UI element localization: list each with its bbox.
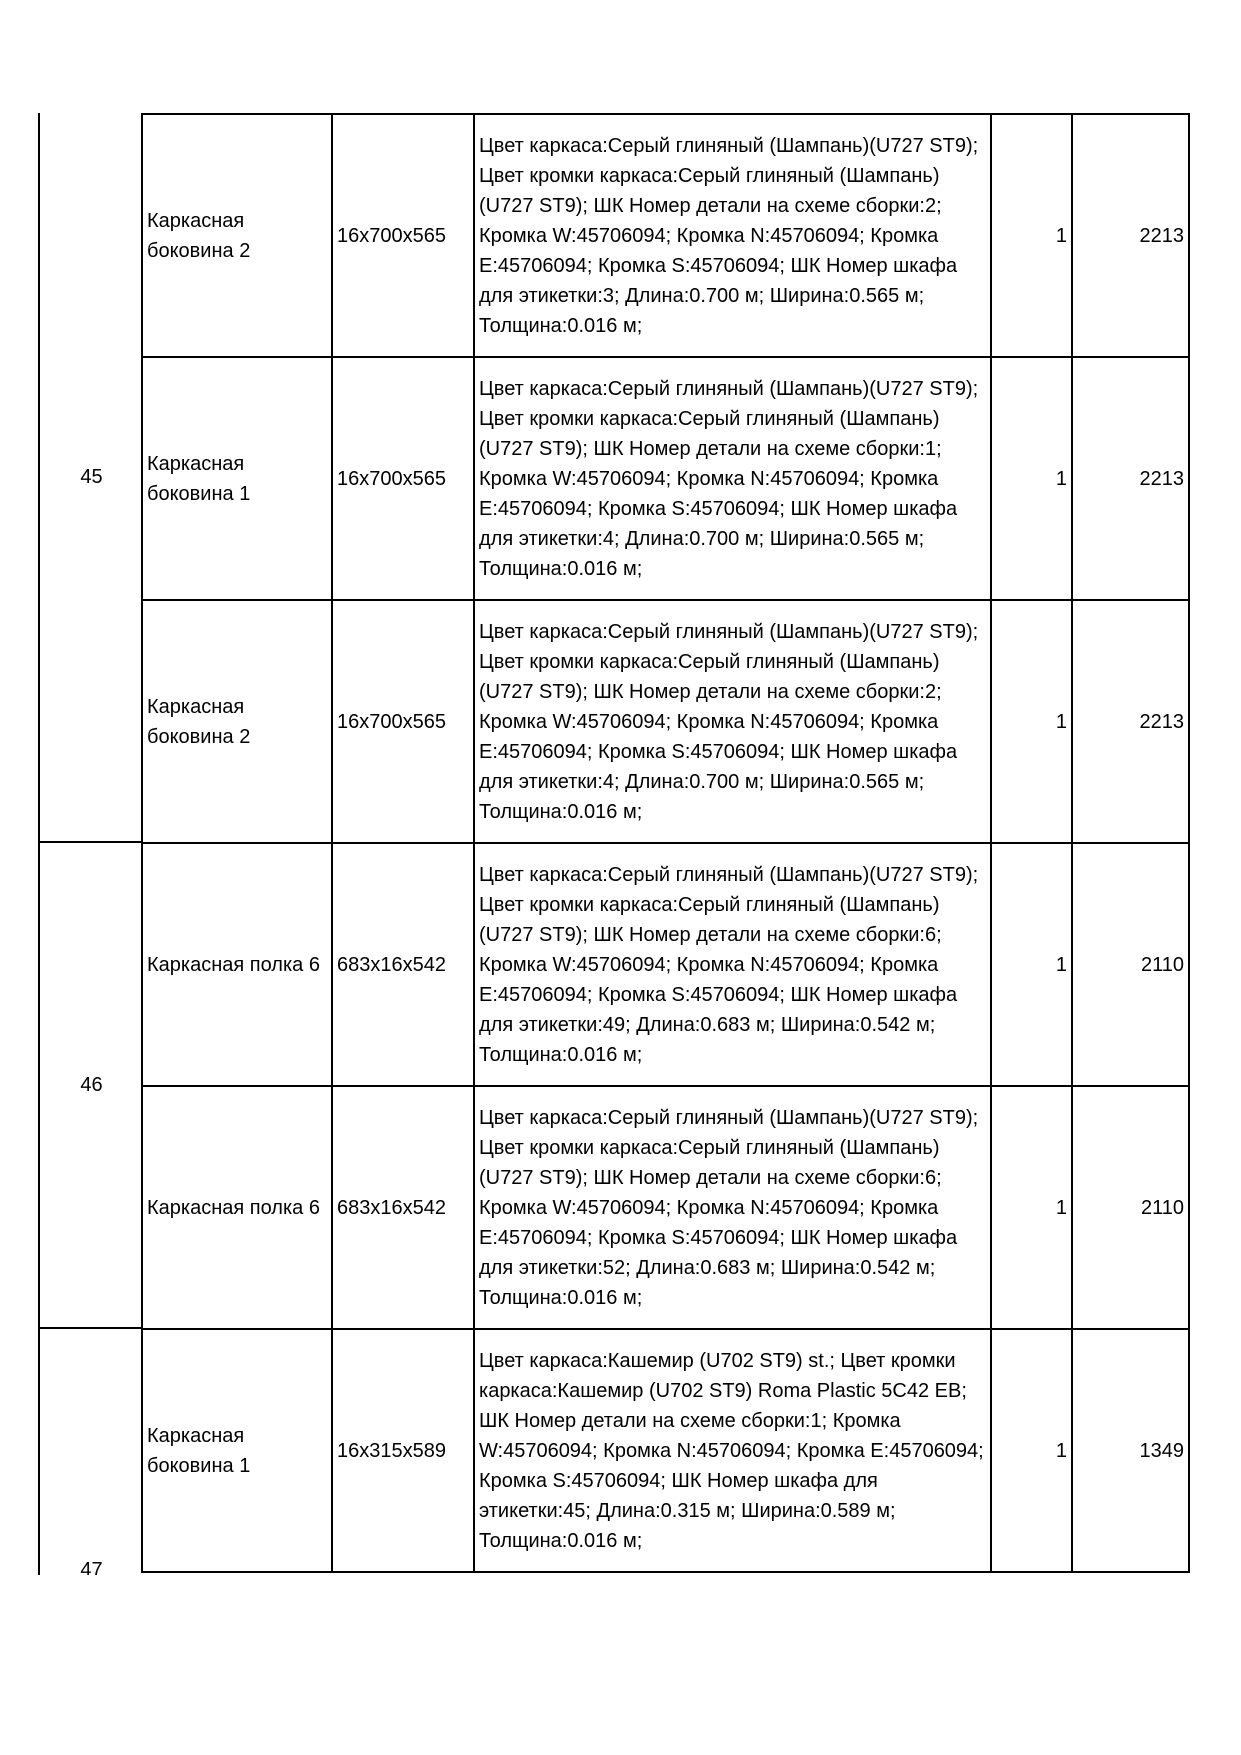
table-row [142,114,1189,357]
part-description-cell: Цвет каркаса:Серый глиняный (Шампань)(U727 ST9); Цвет кромки каркаса:Серый глиняный (Шампань)(U727 ST9); ШК Номер детали на схеме сборки:2; Кромка W:45706094; Кромка N:45706094; Кромка E:45706094; Кромка S:45706094; ШК Номер шкафа для этикетки:3; Длина:0.700 м; Ширина:0.565 м; Толщина:0.016 м; [474,114,991,357]
part-size-cell: 16x315x589 [332,1329,474,1572]
part-size-cell: 16x700x565 [332,357,474,600]
parts-table [141,113,1190,1573]
part-name-cell: Каркасная боковина 1 [142,1329,332,1572]
part-quantity-cell: 1 [991,357,1072,600]
part-price-cell: 2110 [1072,843,1189,1086]
part-description-cell: Цвет каркаса:Серый глиняный (Шампань)(U727 ST9); Цвет кромки каркаса:Серый глиняный (Шампань)(U727 ST9); ШК Номер детали на схеме сборки:6; Кромка W:45706094; Кромка N:45706094; Кромка E:45706094; Кромка S:45706094; ШК Номер шкафа для этикетки:49; Длина:0.683 м; Ширина:0.542 м; Толщина:0.016 м; [474,843,991,1086]
part-name-cell: Каркасная полка 6 [142,843,332,1086]
group-number-cell [40,113,143,841]
part-price-cell: 2213 [1072,357,1189,600]
part-quantity-cell: 1 [991,1329,1072,1572]
part-price-cell: 2110 [1072,1086,1189,1329]
part-name-cell: Каркасная боковина 2 [142,114,332,357]
table-row [142,600,1189,843]
table-row [142,1086,1189,1329]
table-row [142,1329,1189,1572]
part-quantity-cell: 1 [991,843,1072,1086]
group-number: 47 [80,1559,103,1575]
part-description-cell: Цвет каркаса:Серый глиняный (Шампань)(U727 ST9); Цвет кромки каркаса:Серый глиняный (Шампань)(U727 ST9); ШК Номер детали на схеме сборки:1; Кромка W:45706094; Кромка N:45706094; Кромка E:45706094; Кромка S:45706094; ШК Номер шкафа для этикетки:4; Длина:0.700 м; Ширина:0.565 м; Толщина:0.016 м; [474,357,991,600]
part-name-cell: Каркасная полка 6 [142,1086,332,1329]
part-size-cell: 683x16x542 [332,1086,474,1329]
part-quantity-cell: 1 [991,1086,1072,1329]
part-size-cell: 16x700x565 [332,114,474,357]
group-number: 45 [80,465,103,488]
group-number-cell [40,841,143,1327]
part-quantity-cell: 1 [991,114,1072,357]
part-size-cell: 683x16x542 [332,843,474,1086]
part-description-cell: Цвет каркаса:Кашемир (U702 ST9) st.; Цвет кромки каркаса:Кашемир (U702 ST9) Roma Plastic 5C42 EB; ШК Номер детали на схеме сборки:1; Кромка W:45706094; Кромка N:45706094; Кромка E:45706094; Кромка S:45706094; ШК Номер шкафа для этикетки:45; Длина:0.315 м; Ширина:0.589 м; Толщина:0.016 м; [474,1329,991,1572]
table-row [142,843,1189,1086]
group-number-cell [40,1327,143,1575]
part-price-cell: 1349 [1072,1329,1189,1572]
part-size-cell: 16x700x565 [332,600,474,843]
part-description-cell: Цвет каркаса:Серый глиняный (Шампань)(U727 ST9); Цвет кромки каркаса:Серый глиняный (Шампань)(U727 ST9); ШК Номер детали на схеме сборки:2; Кромка W:45706094; Кромка N:45706094; Кромка E:45706094; Кромка S:45706094; ШК Номер шкафа для этикетки:4; Длина:0.700 м; Ширина:0.565 м; Толщина:0.016 м; [474,600,991,843]
part-name-cell: Каркасная боковина 1 [142,357,332,600]
group-number: 46 [80,1073,103,1096]
part-price-cell: 2213 [1072,114,1189,357]
part-description-cell: Цвет каркаса:Серый глиняный (Шампань)(U727 ST9); Цвет кромки каркаса:Серый глиняный (Шампань)(U727 ST9); ШК Номер детали на схеме сборки:6; Кромка W:45706094; Кромка N:45706094; Кромка E:45706094; Кромка S:45706094; ШК Номер шкафа для этикетки:52; Длина:0.683 м; Ширина:0.542 м; Толщина:0.016 м; [474,1086,991,1329]
part-quantity-cell: 1 [991,600,1072,843]
part-name-cell: Каркасная боковина 2 [142,600,332,843]
table-row [142,357,1189,600]
part-price-cell: 2213 [1072,600,1189,843]
group-number-column [38,113,141,1575]
